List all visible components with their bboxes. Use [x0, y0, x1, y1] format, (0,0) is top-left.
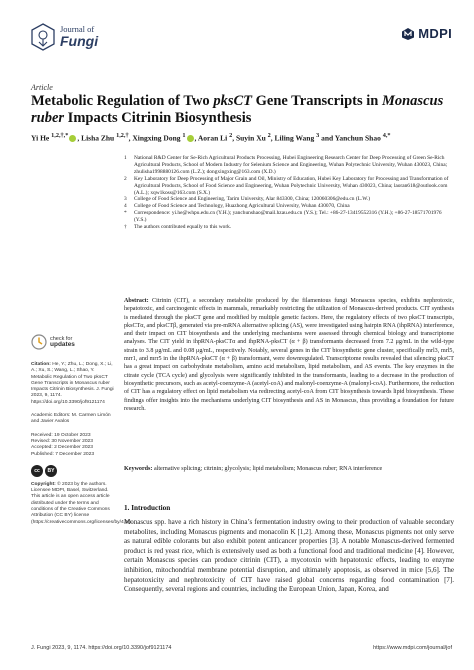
journal-prefix: Journal of	[60, 24, 95, 35]
cc-icon: cc	[31, 465, 43, 477]
footer-citation[interactable]: J. Fungi 2023, 9, 1174. https://doi.org/10.3390/jof9121174	[31, 645, 172, 651]
updates-label	[50, 336, 75, 348]
affiliation-mark: 4	[124, 203, 127, 210]
editors-block	[31, 413, 116, 426]
journal-title: Fungi	[60, 33, 99, 50]
title-gene-name: pksCT	[213, 93, 252, 109]
title-species-name: Monascus ruber	[31, 93, 444, 126]
check-for-updates-button[interactable]	[31, 334, 116, 350]
keywords-text: alternative splicing; citrinin; glycolysis; lipid metabolism; Monascus ruber; RNA interference	[153, 466, 383, 472]
abstract-text: Citrinin (CIT), a secondary metabolite produced by the filamentous fungi Monascus species, exhibits nephrotoxic, hepatotoxic, and carcinogenic effects in mammals, remarkably restricting the utilization of Monascus-derived products. CIT synthesis is mediated through the pksCT gene and modified by multiple genetic factors. Here, the regulatory effects of two pksCT transcripts, pksCTα, and pksCTβ, generated via pre-mRNA alternative splicing (AS), were investigated using hairpin RNA (ihpRNA) interference, and their impact on CIT biosynthesis and the underlying mechanisms were assessed through chemical biology and transcriptome analyses. The CIT yield in ihpRNA-pksCTα and ihpRNA-pksCT (α + β) transformants decreased from 7.2 μg/mL in the wild-type strain to 3.8 μg/mL and 0.08 μg/mL, respectively. Notably, several genes in the CIT biosynthetic gene cluster, specifically mrl3, mrl5, mrr1, and mrr5 in the ihpRNA-pksCT (α + β) transformant, were downregulated. Transcriptome results revealed that silencing pksCT has a great impact on carbohydrate metabolism, amino acid metabolism, lipid metabolism, and AS events. The key enzymes in the citrate cycle (TCA cycle) and glycolysis were significantly inhibited in the transformants, leading to a decrease in the production of biosynthetic precursors, such as acetyl-coenzyme-A (acetyl-coA) and malonyl-coenzyme-A (malonyl-coA). Furthermore, the reduction of CIT has a regulatory effect on lipid metabolism via redirecting acetyl-coA from CIT biosynthesis towards lipid biosynthesis. These findings offer insights into the mechanisms underlying CIT biosynthesis and AS in Monascus, thus providing a foundation for future research.	[124, 298, 455, 412]
by-icon: BY	[45, 465, 57, 477]
abstract	[124, 297, 454, 413]
copyright-text: © 2023 by the authors. Licensee MDPI, Basel, Switzerland. This article is an open access article distributed under the terms and conditions of the Creative Commons Attribution (CC BY) license (https://creativecommons.org/licenses/by/4.0/).	[31, 481, 133, 525]
affiliation-text: College of Food Science and Engineering, Tarim University, Alar 843300, China; 120060306@edu.cn (L.W.)	[134, 196, 370, 203]
affiliation-text: Key Laboratory for Deep Processing of Major Grain and Oil, Ministry of Education, Hubei Key Laboratory for Processing and Transformation of Agricultural Products, School of Food Science and Engineering, Wuhan Polytechnic University, Wuhan 430023, China; laoran618@outlook.com (A.L.); xqw1koss@163.com (S.X.)	[134, 175, 449, 196]
editors-text: M. Carmen Limón and Javier Avalos	[31, 413, 111, 425]
publisher-name: MDPI	[418, 26, 452, 41]
affiliation-text: College of Food Science and Technology, Huazhong Agricultural University, Wuhan 430070, China	[134, 203, 350, 210]
correspondence-text[interactable]: Correspondence: yi.he@whpu.edu.cn (Y.H.); yanchunshao@mail.hzau.edu.cn (Y.S.); Tel.: +86-27-13419552316 (Y.H.); +86-27-18571701976 (Y.S.)	[134, 210, 442, 224]
affiliation-text: National R&D Center for Se-Rich Agricultural Products Processing, Hubei Engineering Research Center for Deep Processing of Green Se-Rich Agricultural Products, School of Modern Industry for Selenium Science and Engineering, Wuhan Polytechnic University, Wuhan 430023, China; zhulisha1998880126.com (L.Z.); dongxingxing@163.com (X.D.)	[134, 155, 448, 175]
journal-name	[60, 25, 98, 49]
updates-label-bottom: updates	[50, 341, 75, 348]
equal-contribution-row	[124, 224, 454, 231]
author-affiliation-ref: 1	[182, 132, 186, 139]
article-type: Article	[31, 83, 53, 92]
affiliation-mark: 2	[124, 175, 127, 182]
equal-contribution-text: The authors contributed equally to this work.	[134, 224, 232, 231]
title-segment: Metabolic Regulation of Two	[31, 93, 214, 109]
received-date: Received: 19 October 2023	[31, 432, 91, 438]
orcid-icon[interactable]	[187, 135, 194, 142]
refresh-icon	[31, 334, 47, 350]
author-affiliation-ref: 3	[316, 132, 320, 139]
article-sidebar	[31, 334, 133, 533]
author-list	[31, 131, 451, 144]
author-affiliation-ref: 2	[267, 132, 271, 139]
title-segment: Impacts Citrinin Biosynthesis	[64, 110, 252, 126]
author-name[interactable]: and Yanchun Shao	[319, 133, 383, 143]
title-segment: Gene Transcripts in	[251, 93, 382, 109]
keywords	[124, 465, 454, 473]
article-title	[31, 93, 451, 127]
cc-by-license-badge[interactable]	[31, 465, 116, 477]
affiliation-mark: 1	[124, 155, 127, 161]
mdpi-mark-icon	[401, 27, 415, 41]
accepted-date: Accepted: 2 December 2023	[31, 445, 93, 451]
editors-label: Academic Editors:	[31, 413, 71, 419]
citation-block	[31, 362, 116, 406]
copyright-label: Copyright:	[31, 481, 56, 487]
citation-label: Citation:	[31, 362, 51, 367]
citation-text[interactable]: He, Y.; Zhu, L.; Dong, X.; Li, A.; Xu, S.; Wang, L.; Shao, Y. Metabolic Regulation of Two pksCT Gene Transcripts in Monascus ruber Impacts Citrinin Biosynthesis. J. Fungi 2023, 9, 1174. https://doi.org/10.3390/jof9121174	[31, 362, 114, 405]
affiliation-mark: *	[124, 210, 127, 217]
author-affiliation-ref: 1,2,†,*	[51, 132, 69, 139]
author-name[interactable]: , Suyin Xu	[232, 133, 268, 143]
copyright-block	[31, 481, 133, 526]
dates-block	[31, 433, 116, 458]
updates-label-top: check for	[50, 336, 73, 342]
publisher-logo[interactable]	[401, 26, 452, 41]
author-name[interactable]: , Xingxing Dong	[128, 133, 183, 143]
journal-emblem-icon	[30, 22, 56, 52]
introduction-text: Monascus spp. have a rich history in China’s fermentation industry owing to their production of valuable secondary metabolites, including Monascus pigments and monacolin K [1,2]. Among these, Monascus pigments not only serve as natural edible colorants but also exhibit potent anticancer properties [3]. A notable Monascus-derived fermented product is red yeast rice, which is extensively used as both a functional food and traditional medicine [4]. However, certain Monascus species can produce citrinin (CIT), a mycotoxin with hepatotoxic effects, leading to enzyme inhibition, mitochondrial membrane potential disruption, and ultimately apoptosis, as observed in mice [5,6]. The hepatotoxicity and nephrotoxicity of CIT have raised global concerns regarding food contamination [7]. Consequently, several regions and countries, including the European Union, Japan, Korea, and	[124, 518, 454, 594]
author-affiliation-ref: 2	[229, 132, 233, 139]
affiliation-mark: †	[124, 224, 127, 231]
affiliation-mark: 3	[124, 196, 127, 203]
affiliations	[124, 155, 454, 231]
orcid-icon[interactable]	[69, 135, 76, 142]
author-name[interactable]: Yi He	[31, 133, 52, 143]
footer-journal-link[interactable]: https://www.mdpi.com/journal/jof	[373, 645, 452, 651]
author-affiliation-ref: 4,*	[382, 132, 391, 139]
affiliation-row	[124, 155, 454, 176]
correspondence-row	[124, 210, 454, 224]
keywords-label: Keywords:	[124, 466, 153, 472]
author-name[interactable]: , Aoran Li	[194, 133, 230, 143]
section-heading-introduction: 1. Introduction	[124, 504, 171, 512]
abstract-label: Abstract:	[124, 298, 149, 304]
revised-date: Revised: 30 November 2023	[31, 438, 93, 444]
published-date: Published: 7 December 2023	[31, 451, 95, 457]
author-name[interactable]: , Lisha Zhu	[77, 133, 117, 143]
affiliation-row	[124, 176, 454, 197]
author-affiliation-ref: 1,2,†	[116, 132, 129, 139]
author-name[interactable]: , Liling Wang	[270, 133, 317, 143]
journal-logo[interactable]	[30, 22, 98, 52]
